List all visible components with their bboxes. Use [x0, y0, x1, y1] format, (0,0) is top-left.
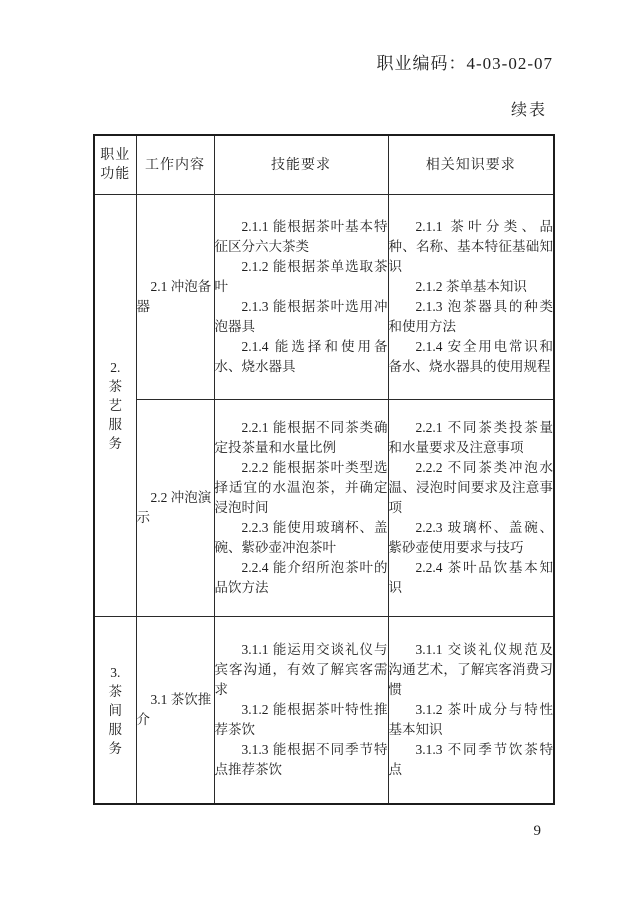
- skill-item: 2.2.4 能介绍所泡茶叶的品饮方法: [214, 560, 388, 595]
- work-cell-2-1: [136, 195, 214, 400]
- page-content: [93, 0, 553, 840]
- table-row: [94, 400, 554, 617]
- skill-item: 2.1.2 能根据茶单选取茶叶: [214, 259, 388, 294]
- skill-item: 2.1.1 能根据茶叶基本特征区分六大茶类: [214, 219, 388, 254]
- function-label: 3. 茶间服务: [108, 664, 122, 756]
- function-label: 2. 茶艺服务: [108, 360, 122, 451]
- col-header-skills: 技能要求: [214, 135, 388, 195]
- function-cell-tea-art-service: [94, 195, 136, 617]
- work-cell-2-2: [136, 400, 214, 617]
- knowledge-item: 2.1.4 安全用电常识和备水、烧水器具的使用规程: [388, 339, 553, 374]
- work-label: 2.1 冲泡备器: [136, 279, 212, 314]
- knowledge-cell-3-1: [388, 617, 554, 805]
- skill-item: 3.1.2 能根据茶叶特性推荐茶饮: [214, 702, 388, 737]
- work-label: 2.2 冲泡演示: [136, 490, 212, 525]
- work-cell-3-1: [136, 617, 214, 805]
- skill-item: 2.2.3 能使用玻璃杯、盖碗、紫砂壶冲泡茶叶: [214, 520, 388, 555]
- col-header-function: 职业功能: [94, 135, 136, 195]
- knowledge-item: 2.2.3 玻璃杯、盖碗、紫砂壶使用要求与技巧: [388, 520, 553, 555]
- skill-item: 2.1.4 能选择和使用备水、烧水器具: [214, 339, 388, 374]
- skill-item: 3.1.1 能运用交谈礼仪与宾客沟通，有效了解宾客需求: [214, 642, 388, 697]
- knowledge-item: 2.1.2 茶单基本知识: [415, 279, 527, 294]
- skill-item: 2.1.3 能根据茶叶选用冲泡器具: [214, 299, 388, 334]
- function-cell-tea-room-service: [94, 617, 136, 805]
- knowledge-cell-2-2: [388, 400, 554, 617]
- skill-item: 3.1.3 能根据不同季节特点推荐茶饮: [214, 742, 388, 777]
- knowledge-cell-2-1: [388, 195, 554, 400]
- table-row: [94, 195, 554, 400]
- col-header-work: 工作内容: [136, 135, 214, 195]
- table-header-row: [94, 135, 554, 195]
- table-row: [94, 617, 554, 805]
- knowledge-item: 3.1.3 不同季节饮茶特点: [388, 742, 553, 777]
- continued-table-label: 续表: [510, 102, 547, 119]
- knowledge-item: 2.2.4 茶叶品饮基本知识: [388, 560, 553, 595]
- page-number: 9: [533, 823, 541, 839]
- skill-item: 2.2.2 能根据茶叶类型选择适宜的水温泡茶，并确定浸泡时间: [214, 460, 388, 515]
- skills-cell-3-1: [214, 617, 388, 805]
- skills-cell-2-1: [214, 195, 388, 400]
- knowledge-item: 2.2.2 不同茶类冲泡水温、浸泡时间要求及注意事项: [388, 460, 553, 515]
- knowledge-item: 2.2.1 不同茶类投茶量和水量要求及注意事项: [388, 420, 553, 455]
- knowledge-item: 2.1.1 茶叶分类、品种、名称、基本特征基础知识: [388, 219, 553, 274]
- knowledge-item: 3.1.2 茶叶成分与特性基本知识: [388, 702, 553, 737]
- occupational-standard-table: [93, 134, 555, 805]
- skill-item: 2.2.1 能根据不同茶类确定投茶量和水量比例: [214, 420, 388, 455]
- col-header-knowledge: 相关知识要求: [388, 135, 554, 195]
- work-label: 3.1 茶饮推介: [136, 692, 212, 727]
- skills-cell-2-2: [214, 400, 388, 617]
- occupation-code-label: 职业编码：4-03-02-07: [376, 54, 553, 73]
- knowledge-item: 2.1.3 泡茶器具的种类和使用方法: [388, 299, 553, 334]
- knowledge-item: 3.1.1 交谈礼仪规范及沟通艺术，了解宾客消费习惯: [388, 642, 553, 697]
